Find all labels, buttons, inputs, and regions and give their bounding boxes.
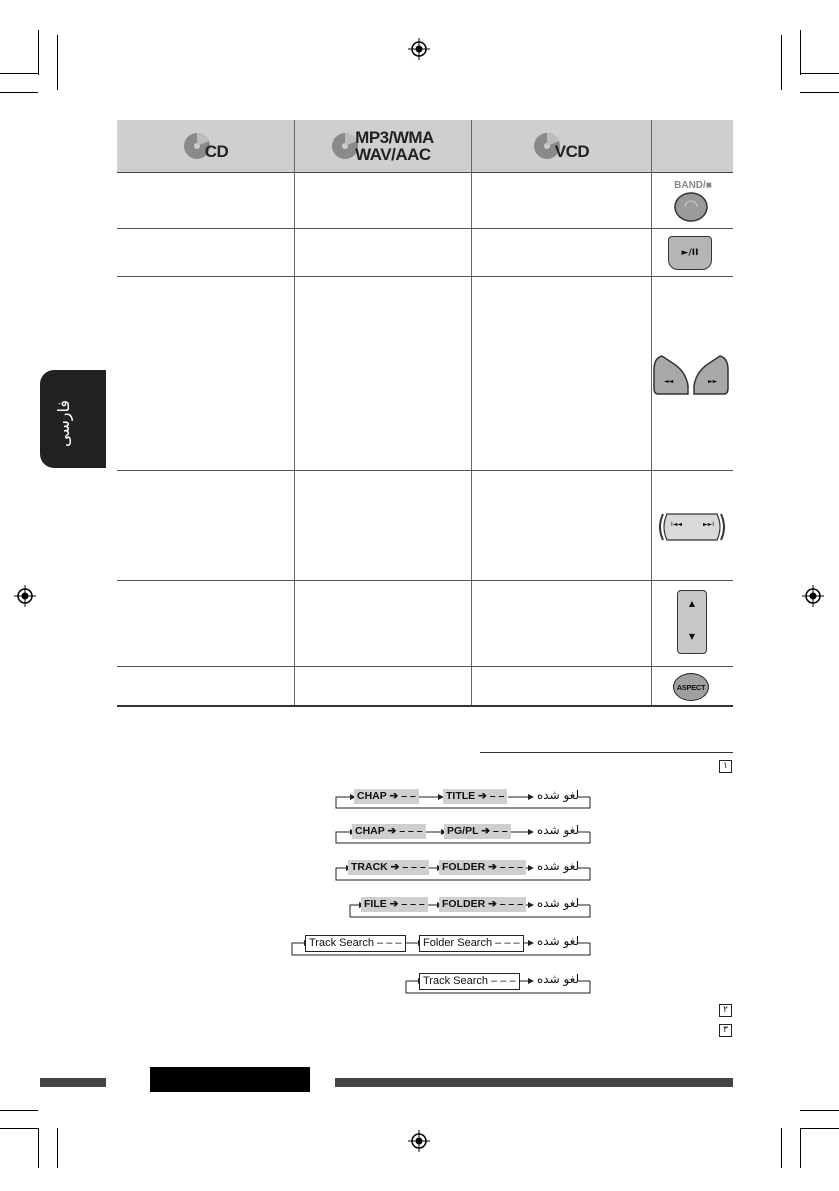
aspect-button[interactable]: ASPECT — [673, 673, 709, 701]
flow-item-chap: CHAP ➔ – – – — [352, 824, 426, 839]
skip-back-label: ◄◄ — [664, 378, 674, 385]
flow-item-title: TITLE ➔ – – — [443, 789, 507, 804]
footer-bar — [40, 1078, 106, 1087]
flow-item-track-search: Track Search – – – — [419, 973, 520, 990]
band-stop-label: BAND/■ — [674, 180, 712, 191]
flow-cancel-label: لغو شده — [537, 972, 580, 986]
down-arrow-icon[interactable]: ▼ — [688, 632, 696, 641]
flow-item-file: FILE ➔ – – – — [361, 897, 428, 912]
step-number-1: ١ — [719, 760, 732, 773]
next-track-label: ►►I — [703, 521, 714, 528]
flow-item-folder-search: Folder Search – – – — [419, 935, 524, 952]
flow-cancel-label: لغو شده — [537, 823, 580, 837]
page-number-box — [150, 1067, 310, 1092]
flow-cancel-label: لغو شده — [537, 896, 580, 910]
header-mp3-label-line1: MP3/WMA — [355, 128, 434, 147]
side-tab-label: فارسی — [54, 400, 73, 447]
step-number-2: ٢ — [719, 1004, 732, 1017]
flow-cancel-label: لغو شده — [537, 859, 580, 873]
flow-cancel-label: لغو شده — [537, 934, 580, 948]
up-arrow-icon[interactable]: ▲ — [688, 599, 696, 608]
header-vcd-label: VCD — [554, 142, 590, 161]
footer-bar — [335, 1078, 733, 1087]
header-mp3-label-line2: WAV/AAC — [355, 145, 431, 164]
flow-item-folder: FOLDER ➔ – – – — [439, 860, 526, 875]
flow-item-track-search: Track Search – – – — [305, 935, 406, 952]
flow-item-chap: CHAP ➔ – – — [354, 789, 419, 804]
flow-item-track: TRACK ➔ – – – — [348, 860, 429, 875]
flow-cancel-label: لغو شده — [537, 788, 580, 802]
skip-forward-label: ►► — [708, 378, 718, 385]
flow-item-folder: FOLDER ➔ – – – — [439, 897, 526, 912]
step-number-3: ٣ — [719, 1024, 732, 1037]
prev-track-label: I◄◄ — [671, 521, 682, 528]
flow-item-pgpl: PG/PL ➔ – – — [444, 824, 511, 839]
header-cd-label: CD — [204, 142, 229, 161]
play-pause-button[interactable]: ►/II — [668, 236, 712, 270]
